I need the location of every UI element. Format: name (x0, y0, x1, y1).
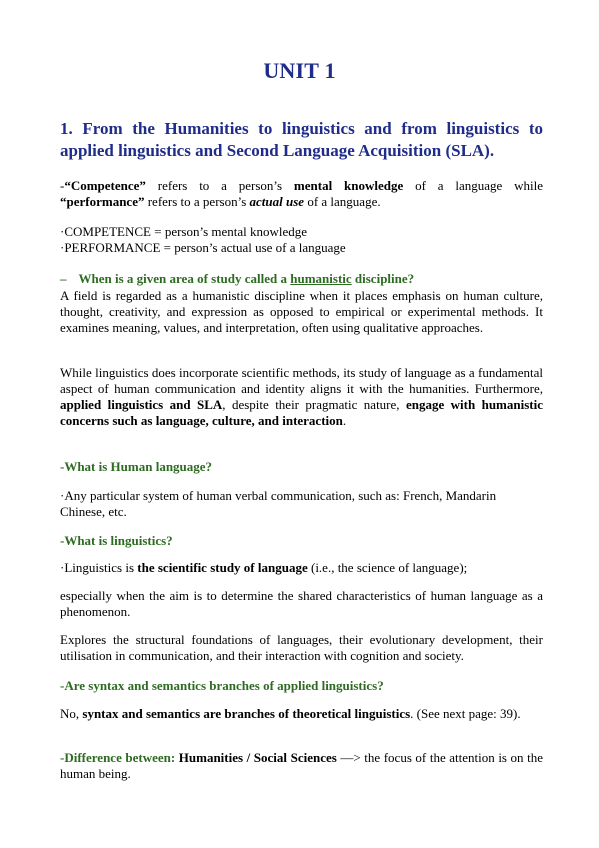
linguistics-definition (60, 560, 543, 576)
humanities-social-sciences-term: Humanities / Social Sciences (178, 750, 337, 765)
syntax-semantics-question: -Are syntax and semantics branches of applied linguistics? (60, 678, 384, 693)
actual-use-term: actual use (249, 194, 305, 209)
competence-text-1: refers to a person’s (145, 178, 294, 193)
competence-text-4: of a language. (304, 194, 381, 209)
competence-text-3: refers to a person’s (144, 194, 250, 209)
competence-term: “Competence” (64, 178, 146, 193)
performance-term: “performance” (60, 194, 145, 209)
linguistics-def-text-1: ·Linguistics is (60, 560, 138, 575)
difference-paragraph (60, 750, 543, 782)
humanistic-answer: A field is regarded as a humanistic discipline when it places emphasis on human culture, thought, creativity, and expression as opposed to empirical or experimental methods. It examines meaning, values, and interpretation, often using qualitative approaches. (60, 288, 543, 335)
linguistics-text-2: , despite their pragmatic nature, (222, 397, 406, 412)
linguistics-aim-paragraph: especially when the aim is to determine the shared characteristics of human language as a phenomenon. (60, 588, 543, 619)
linguistics-text-3: . (342, 413, 347, 428)
question-text-a: When is a given area of study called a (78, 271, 291, 286)
section-title: 1. From the Humanities to linguistics and from linguistics to applied linguistics and Second Language Acquisition (SLA). (60, 119, 543, 160)
humanistic-term: humanistic (290, 271, 352, 286)
syntax-text-2: . (See next page: 39). (410, 706, 521, 721)
humanistic-question (60, 271, 543, 287)
competence-lead: - (60, 178, 65, 193)
linguistics-text-1: While linguistics does incorporate scientific methods, its study of language as a fundamental aspect of human communication and identity aligns it with the humanities. Furthermore, (60, 365, 543, 396)
difference-lead: -Difference between: (60, 750, 179, 765)
human-language-answer: ·Any particular system of human verbal communication, such as: French, Mandarin Chinese, etc. (60, 488, 497, 519)
mental-knowledge-term: mental knowledge (293, 178, 404, 193)
syntax-text-1: No, (60, 706, 83, 721)
competence-paragraph (60, 178, 543, 210)
theoretical-linguistics-term: syntax and semantics are branches of theoretical linguistics (82, 706, 411, 721)
question-dash: – (60, 271, 67, 286)
scientific-study-term: the scientific study of language (137, 560, 308, 575)
linguistics-def-text-2: (i.e., the science of language); (307, 560, 468, 575)
syntax-semantics-answer (60, 706, 543, 722)
performance-definition: ·PERFORMANCE = person’s actual use of a language (60, 240, 346, 255)
linguistics-explores-paragraph: Explores the structural foundations of languages, their evolutionary development, their utilisation in communication, and their interaction with cognition and society. (60, 632, 543, 663)
competence-definition: ·COMPETENCE = person’s mental knowledge (60, 224, 308, 239)
difference-text: —> the focus of the attention is on the human being. (60, 750, 543, 781)
unit-title: UNIT 1 (263, 58, 336, 83)
question-text-c: discipline? (351, 271, 415, 286)
what-linguistics-question: -What is linguistics? (60, 533, 173, 548)
humanistic-concerns-term: engage with humanistic concerns such as language, culture, and interaction (60, 397, 544, 428)
linguistics-humanities-paragraph (60, 365, 543, 429)
applied-linguistics-term: applied linguistics and SLA (60, 397, 223, 412)
competence-text-2: of a language while (403, 178, 544, 193)
human-language-question: -What is Human language? (60, 459, 213, 474)
